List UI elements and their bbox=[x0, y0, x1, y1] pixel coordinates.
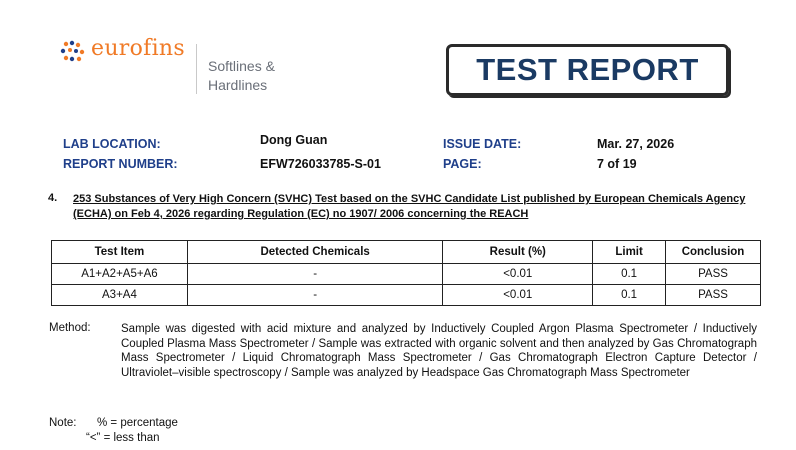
cell-detected-chemicals: - bbox=[187, 285, 443, 306]
cell-test-item: A1+A2+A5+A6 bbox=[52, 264, 188, 285]
results-table bbox=[51, 240, 761, 306]
cell-conclusion: PASS bbox=[666, 285, 761, 306]
brand-name: eurofins bbox=[91, 36, 185, 61]
report-number-label: REPORT NUMBER: bbox=[63, 157, 178, 171]
division-line-2: Hardlines bbox=[208, 77, 268, 93]
page-label: PAGE: bbox=[443, 157, 482, 171]
header-detected-chemicals: Detected Chemicals bbox=[187, 241, 443, 264]
note-percentage: % = percentage bbox=[97, 417, 178, 429]
header-conclusion: Conclusion bbox=[666, 241, 761, 264]
division-line-1: Softlines & bbox=[208, 58, 275, 74]
eurofins-logo-icon bbox=[60, 40, 86, 64]
header-test-item: Test Item bbox=[52, 241, 188, 264]
cell-limit: 0.1 bbox=[593, 264, 666, 285]
cell-result: <0.01 bbox=[443, 285, 593, 306]
report-title: TEST REPORT bbox=[446, 44, 729, 96]
page-value: 7 of 19 bbox=[597, 157, 637, 171]
cell-test-item: A3+A4 bbox=[52, 285, 188, 306]
header-result: Result (%) bbox=[443, 241, 593, 264]
issue-date-label: ISSUE DATE: bbox=[443, 137, 522, 151]
lab-location-value: Dong Guan bbox=[260, 133, 328, 147]
division-name bbox=[208, 57, 275, 95]
section-title: 253 Substances of Very High Concern (SVHC) Test based on the SVHC Candidate List published by European Chemicals Agency (ECHA) on Feb 4, 2026 regarding Regulation (EC) no 1907/ 2006 concerning the REACH bbox=[73, 193, 746, 220]
cell-detected-chemicals: - bbox=[187, 264, 443, 285]
cell-conclusion: PASS bbox=[666, 264, 761, 285]
section-number: 4. bbox=[48, 192, 58, 204]
cell-limit: 0.1 bbox=[593, 285, 666, 306]
note-label: Note: bbox=[49, 417, 77, 429]
table-header-row bbox=[52, 241, 761, 264]
cell-result: <0.01 bbox=[443, 264, 593, 285]
issue-date-value: Mar. 27, 2026 bbox=[597, 137, 675, 151]
table-row bbox=[52, 285, 761, 306]
logo-divider bbox=[196, 44, 197, 94]
note-less-than: “<” = less than bbox=[86, 432, 160, 444]
lab-location-label: LAB LOCATION: bbox=[63, 137, 161, 151]
method-text: Sample was digested with acid mixture and analyzed by Inductively Coupled Argon Plasma Spectrometer / Inductively Coupled Plasma Mass Spectrometer / Sample was extracted with organic solvent and then analyzed by Gas Chromatograph Mass Spectrometer / Liquid Chromatograph Mass Spectrometer / Gas Chromatograph Electron Capture Detector / Ultraviolet–visible spectroscopy / Sample was analyzed by Headspace Gas Chromatograph Mass Spectrometer bbox=[121, 323, 757, 379]
header-limit: Limit bbox=[593, 241, 666, 264]
report-number-value: EFW726033785-S-01 bbox=[260, 157, 381, 171]
table-row bbox=[52, 264, 761, 285]
method-label: Method: bbox=[49, 322, 91, 334]
